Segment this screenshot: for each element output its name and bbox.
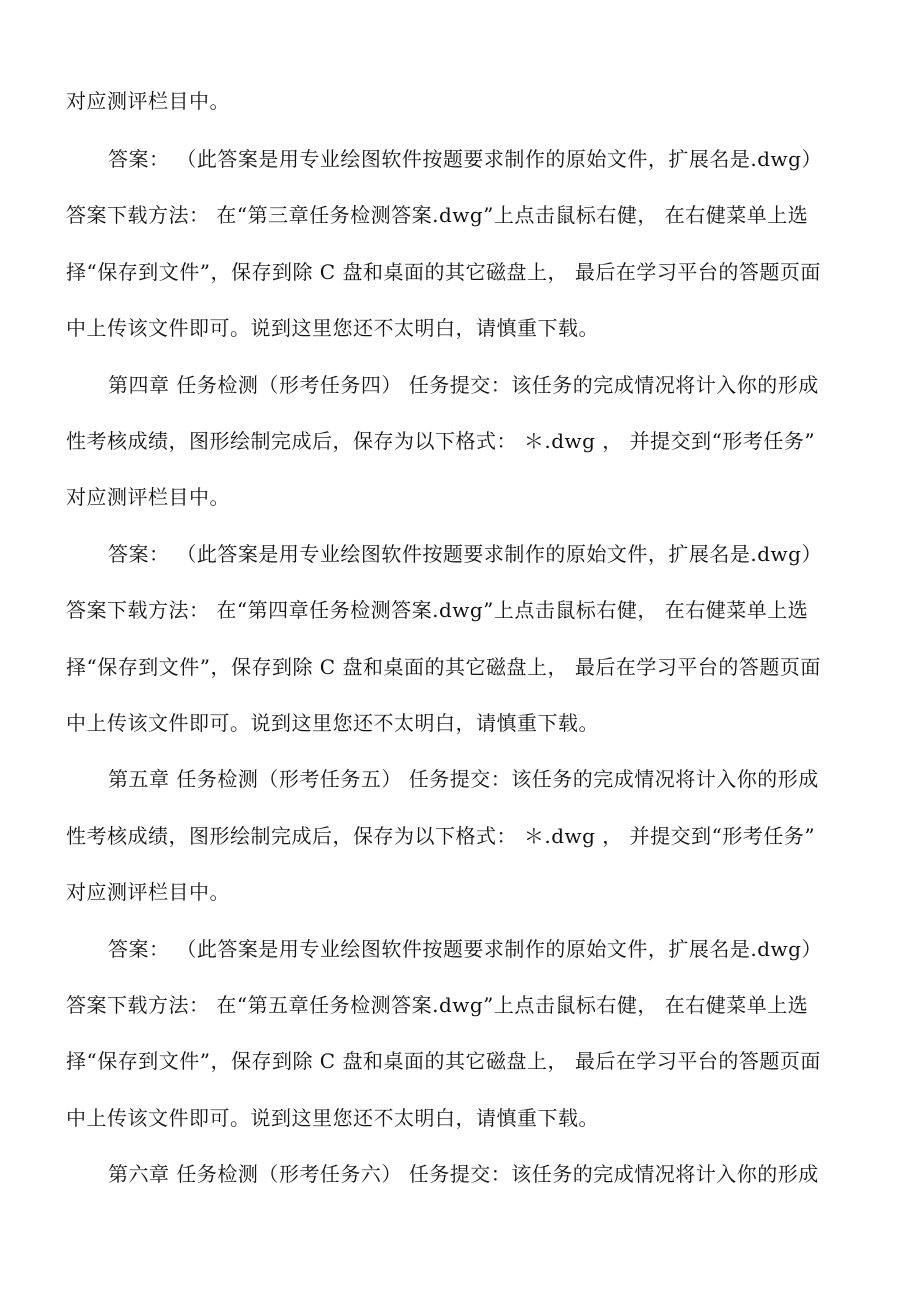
text-line: 对应测评栏目中。: [66, 485, 230, 509]
text-line: 中上传该文件即可。说到这里您还不太明白，请慎重下载。: [66, 711, 599, 735]
text-line: 第六章 任务检测（形考任务六） 任务提交：该任务的完成情况将计入你的形成: [108, 1162, 819, 1186]
text-line: 择“保存到文件”，保存到除 C 盘和桌面的其它磁盘上， 最后在学习平台的答题页面: [66, 260, 821, 284]
text-line: 答案： （此答案是用专业绘图软件按题要求制作的原始文件，扩展名是.dwg）: [108, 937, 822, 961]
text-line: 答案： （此答案是用专业绘图软件按题要求制作的原始文件，扩展名是.dwg）: [108, 147, 822, 171]
text-line: 答案下载方法： 在“第四章任务检测答案.dwg”上点击鼠标右健， 在右健菜单上选: [66, 598, 809, 622]
text-line: 性考核成绩，图形绘制完成后，保存为以下格式： ＊.dwg ， 并提交到“形考任务”: [66, 824, 816, 848]
text-line: 择“保存到文件”，保存到除 C 盘和桌面的其它磁盘上， 最后在学习平台的答题页面: [66, 1049, 821, 1073]
text-line: 第四章 任务检测（形考任务四） 任务提交：该任务的完成情况将计入你的形成: [108, 373, 819, 397]
text-line: 第五章 任务检测（形考任务五） 任务提交：该任务的完成情况将计入你的形成: [108, 767, 819, 791]
text-line: 答案下载方法： 在“第三章任务检测答案.dwg”上点击鼠标右健， 在右健菜单上选: [66, 203, 809, 227]
text-line: 性考核成绩，图形绘制完成后，保存为以下格式： ＊.dwg ， 并提交到“形考任务”: [66, 429, 816, 453]
text-line: 对应测评栏目中。: [66, 89, 230, 113]
text-line: 对应测评栏目中。: [66, 880, 230, 904]
text-line: 择“保存到文件”，保存到除 C 盘和桌面的其它磁盘上， 最后在学习平台的答题页面: [66, 655, 821, 679]
text-line: 答案： （此答案是用专业绘图软件按题要求制作的原始文件，扩展名是.dwg）: [108, 542, 822, 566]
text-line: 中上传该文件即可。说到这里您还不太明白，请慎重下载。: [66, 1106, 599, 1130]
text-line: 中上传该文件即可。说到这里您还不太明白，请慎重下载。: [66, 316, 599, 340]
text-line: 答案下载方法： 在“第五章任务检测答案.dwg”上点击鼠标右健， 在右健菜单上选: [66, 993, 809, 1017]
